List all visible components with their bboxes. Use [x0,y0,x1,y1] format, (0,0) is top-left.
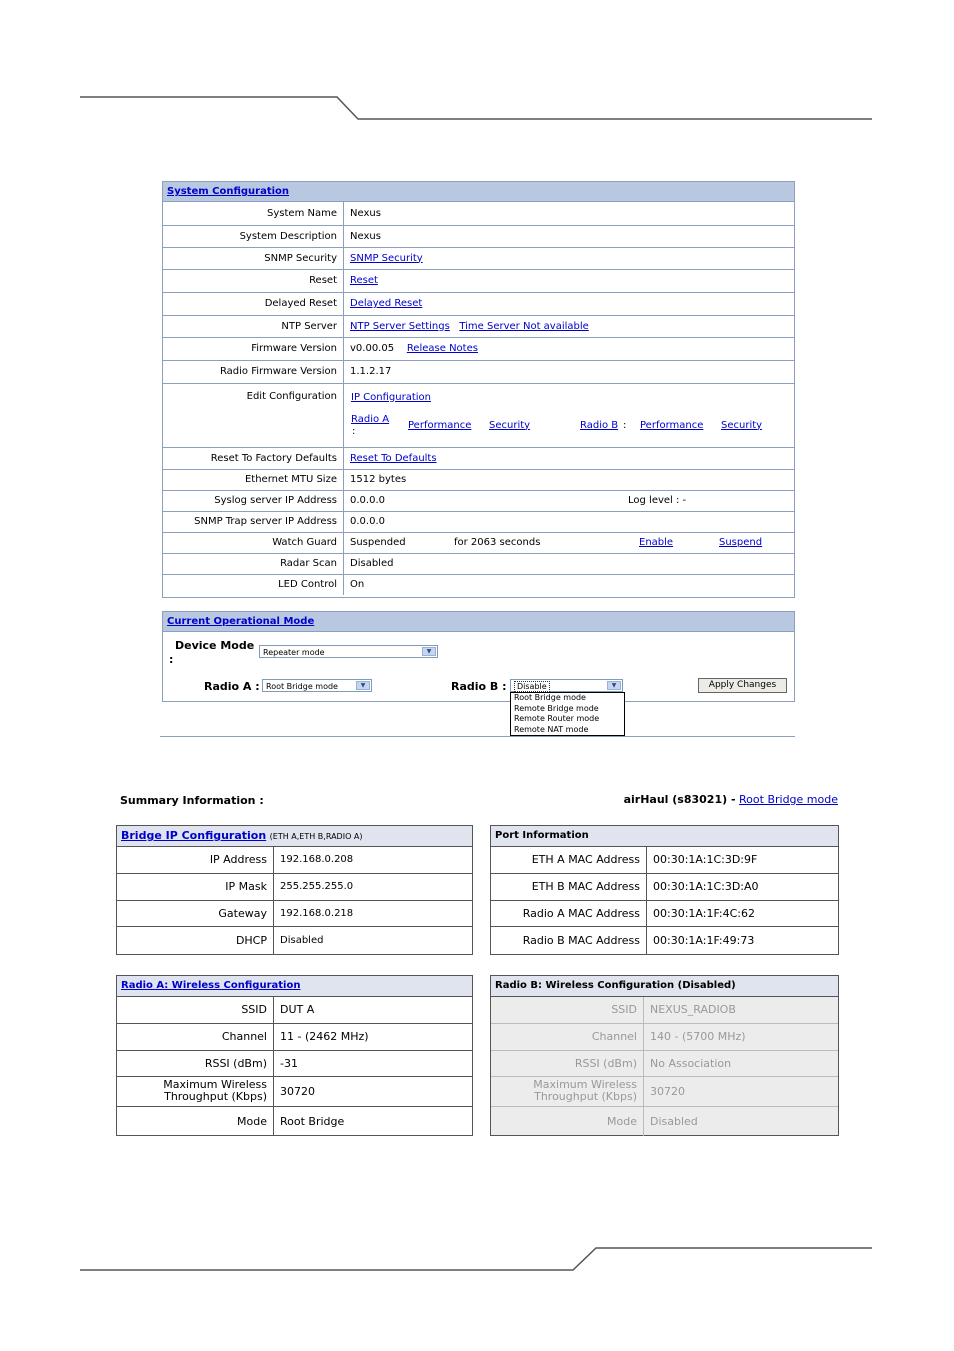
reset-to-defaults-link[interactable]: Reset To Defaults [350,452,437,464]
table-row [491,926,838,955]
table-row [117,926,472,955]
table-row [117,1023,472,1050]
row-label: ETH A MAC Address [491,847,647,873]
radar-scan-value: Disabled [344,553,795,574]
row-value: 00:30:1A:1C:3D:9F [647,847,839,873]
page-header-line [0,0,954,130]
watch-guard-status: Suspended [350,537,406,548]
mtu-label: Ethernet MTU Size [163,469,344,490]
radio-a-wireless-table [117,997,472,1136]
row-label: SSID [117,997,274,1023]
table-row [163,383,794,447]
table-row [163,202,794,225]
radio-b-wireless-box [490,975,839,1136]
delayed-reset-link[interactable]: Delayed Reset [350,298,423,309]
radio-b-colon: : [623,419,627,431]
row-value: 00:30:1A:1F:4C:62 [647,900,839,926]
chevron-down-icon: ▼ [422,647,436,656]
row-value: -31 [274,1050,473,1076]
chevron-down-icon: ▼ [356,681,370,690]
radio-b-wireless-header: Radio B: Wireless Configuration (Disabled) [491,976,838,997]
apply-changes-button[interactable]: Apply Changes [698,678,787,693]
device-name: airHaul (s83021) - [623,793,736,806]
row-label: IP Address [117,847,274,873]
page-footer-line [0,1240,954,1280]
table-row [117,997,472,1023]
table-row [163,574,794,595]
dropdown-option[interactable]: Remote Router mode [514,714,600,723]
device-mode-colon: : [169,653,174,666]
firmware-version-label: Firmware Version [163,337,344,360]
led-control-value: On [350,579,365,591]
table-row [163,447,794,469]
table-row [163,360,794,383]
table-row [163,315,794,337]
radio-a-link[interactable]: Radio A [351,413,390,425]
edit-configuration-label: Edit Configuration [163,383,344,447]
table-row [117,847,472,873]
row-value: 11 - (2462 MHz) [274,1023,473,1050]
row-label: Radio B MAC Address [491,926,647,955]
system-configuration-header [163,182,794,202]
row-value: 192.168.0.208 [274,847,473,873]
system-configuration-link[interactable]: System Configuration [167,186,290,197]
ntp-server-settings-link[interactable]: NTP Server Settings [350,320,450,332]
row-label: RSSI (dBm) [491,1050,644,1076]
release-notes-link[interactable]: Release Notes [406,343,478,354]
table-row [117,1106,472,1136]
radio-b-link[interactable]: Radio B [580,419,619,431]
row-label: IP Mask [117,873,274,900]
radio-b-mode-value: Disable [514,681,550,692]
mtu-value: 1512 bytes [344,469,795,490]
table-row [117,1076,472,1106]
log-level-value: Log level : - [628,494,687,506]
firmware-version-value: v0.00.05 [350,343,395,354]
table-row [117,873,472,900]
radio-b-mode-dropdown [510,692,625,736]
system-name-label: System Name [163,202,344,225]
snmp-trap-value: 0.0.0.0 [344,511,795,532]
bridge-ip-table [117,847,472,955]
table-row [163,225,794,247]
row-value: 00:30:1A:1C:3D:A0 [647,873,839,900]
table-row [491,1023,838,1050]
row-label: Mode [117,1106,274,1136]
radio-a-mode-label: Radio A : [204,680,260,693]
table-row [163,247,794,269]
radio-a-wireless-link[interactable]: Radio A: Wireless Configuration [121,980,301,991]
table-row [163,337,794,360]
radio-a-wireless-box [116,975,473,1136]
device-mode-value: Repeater mode [263,648,325,657]
row-value: 140 - (5700 MHz) [644,1023,839,1050]
delayed-reset-label: Delayed Reset [163,292,344,315]
operational-mode-link[interactable]: Current Operational Mode [167,616,315,627]
row-value: Root Bridge [280,1114,345,1128]
table-row [491,847,838,873]
radio-b-mode-select[interactable] [510,679,623,692]
row-label: Maximum Wireless Throughput (Kbps) [491,1076,644,1106]
table-row [117,900,472,926]
system-configuration-panel [162,181,795,598]
row-value: DUT A [274,997,473,1023]
row-value: 192.168.0.218 [274,900,473,926]
reset-link[interactable]: Reset [350,275,378,286]
port-information-box [490,825,839,955]
summary-device-info [624,793,838,806]
row-value: 255.255.255.0 [274,873,473,900]
system-name-value: Nexus [344,202,795,225]
syslog-value: 0.0.0.0 [350,495,385,506]
radio-firmware-version-label: Radio Firmware Version [163,360,344,383]
dropdown-option[interactable]: Remote Bridge mode [514,703,599,713]
dropdown-option[interactable]: Root Bridge mode [514,693,586,702]
device-mode-link[interactable]: Root Bridge mode [739,793,838,806]
table-row [163,532,794,553]
radio-firmware-version-value: 1.1.2.17 [344,360,795,383]
dropdown-option[interactable]: Remote NAT mode [514,724,589,734]
row-label: DHCP [117,926,274,955]
watch-guard-suspend-link[interactable]: Suspend [719,536,763,548]
radar-scan-label: Radar Scan [163,553,344,574]
port-information-table [491,847,838,955]
ntp-server-label: NTP Server [163,315,344,337]
table-row [117,1050,472,1076]
operational-mode-header [163,612,794,632]
screenshot-crop-divider [160,736,795,737]
reset-label: Reset [163,269,344,292]
row-label: Maximum Wireless Throughput (Kbps) [117,1076,274,1106]
row-value: No Association [644,1050,839,1076]
table-row [163,269,794,292]
time-server-link[interactable]: Time Server Not available [459,320,589,332]
snmp-trap-label: SNMP Trap server IP Address [163,511,344,532]
snmp-security-label: SNMP Security [163,247,344,269]
radio-b-performance-link[interactable]: Performance [640,419,704,431]
table-row [491,1050,838,1076]
radio-a-wireless-header [117,976,472,997]
radio-a-mode-select[interactable] [262,679,372,692]
table-row [163,553,794,574]
watch-guard-enable-link[interactable]: Enable [639,536,674,548]
row-value: Disabled [650,1114,698,1128]
radio-a-colon: : [352,425,356,437]
table-row [163,511,794,532]
row-label: Mode [491,1106,644,1136]
row-label: ETH B MAC Address [491,873,647,900]
radio-b-mode-label: Radio B : [451,680,507,693]
table-row [491,997,838,1023]
row-label: Radio A MAC Address [491,900,647,926]
table-row [491,1106,838,1136]
table-row [491,900,838,926]
ip-configuration-link[interactable]: IP Configuration [351,391,431,403]
factory-defaults-label: Reset To Factory Defaults [163,447,344,469]
watch-guard-duration: for 2063 seconds [454,536,541,548]
table-row [163,469,794,490]
radio-a-mode-value: Root Bridge mode [266,682,338,691]
table-row [163,490,794,511]
row-value: Disabled [280,935,324,947]
syslog-label: Syslog server IP Address [163,490,344,511]
row-value: NEXUS_RADIOB [644,997,839,1023]
port-information-header: Port Information [491,826,838,847]
row-value: 30720 [644,1076,839,1106]
system-configuration-table [163,202,794,595]
device-mode-select[interactable] [259,645,438,658]
row-label: RSSI (dBm) [117,1050,274,1076]
radio-a-security-link[interactable]: Security [489,419,531,431]
table-row [491,873,838,900]
watch-guard-label: Watch Guard [163,532,344,553]
radio-b-security-link[interactable]: Security [721,419,763,431]
row-label: Gateway [117,900,274,926]
radio-a-performance-link[interactable]: Performance [408,419,472,431]
system-description-label: System Description [163,225,344,247]
device-mode-label: Device Mode [175,639,255,652]
bridge-ip-subtitle: (ETH A,ETH B,RADIO A) [269,832,363,841]
bridge-ip-configuration-link[interactable]: Bridge IP Configuration [121,829,267,842]
radio-b-wireless-table [491,997,838,1136]
chevron-down-icon: ▼ [607,681,621,690]
bridge-ip-configuration-header [117,826,472,847]
row-label: SSID [491,997,644,1023]
summary-title: Summary Information : [120,794,264,807]
row-value: 00:30:1A:1F:49:73 [653,934,755,948]
table-row [491,1076,838,1106]
snmp-security-link[interactable]: SNMP Security [350,252,423,264]
row-label: Channel [491,1023,644,1050]
table-row [163,292,794,315]
led-control-label: LED Control [163,574,344,595]
system-description-value: Nexus [344,225,795,247]
bridge-ip-configuration-box [116,825,473,955]
row-label: Channel [117,1023,274,1050]
row-value: 30720 [274,1076,473,1106]
